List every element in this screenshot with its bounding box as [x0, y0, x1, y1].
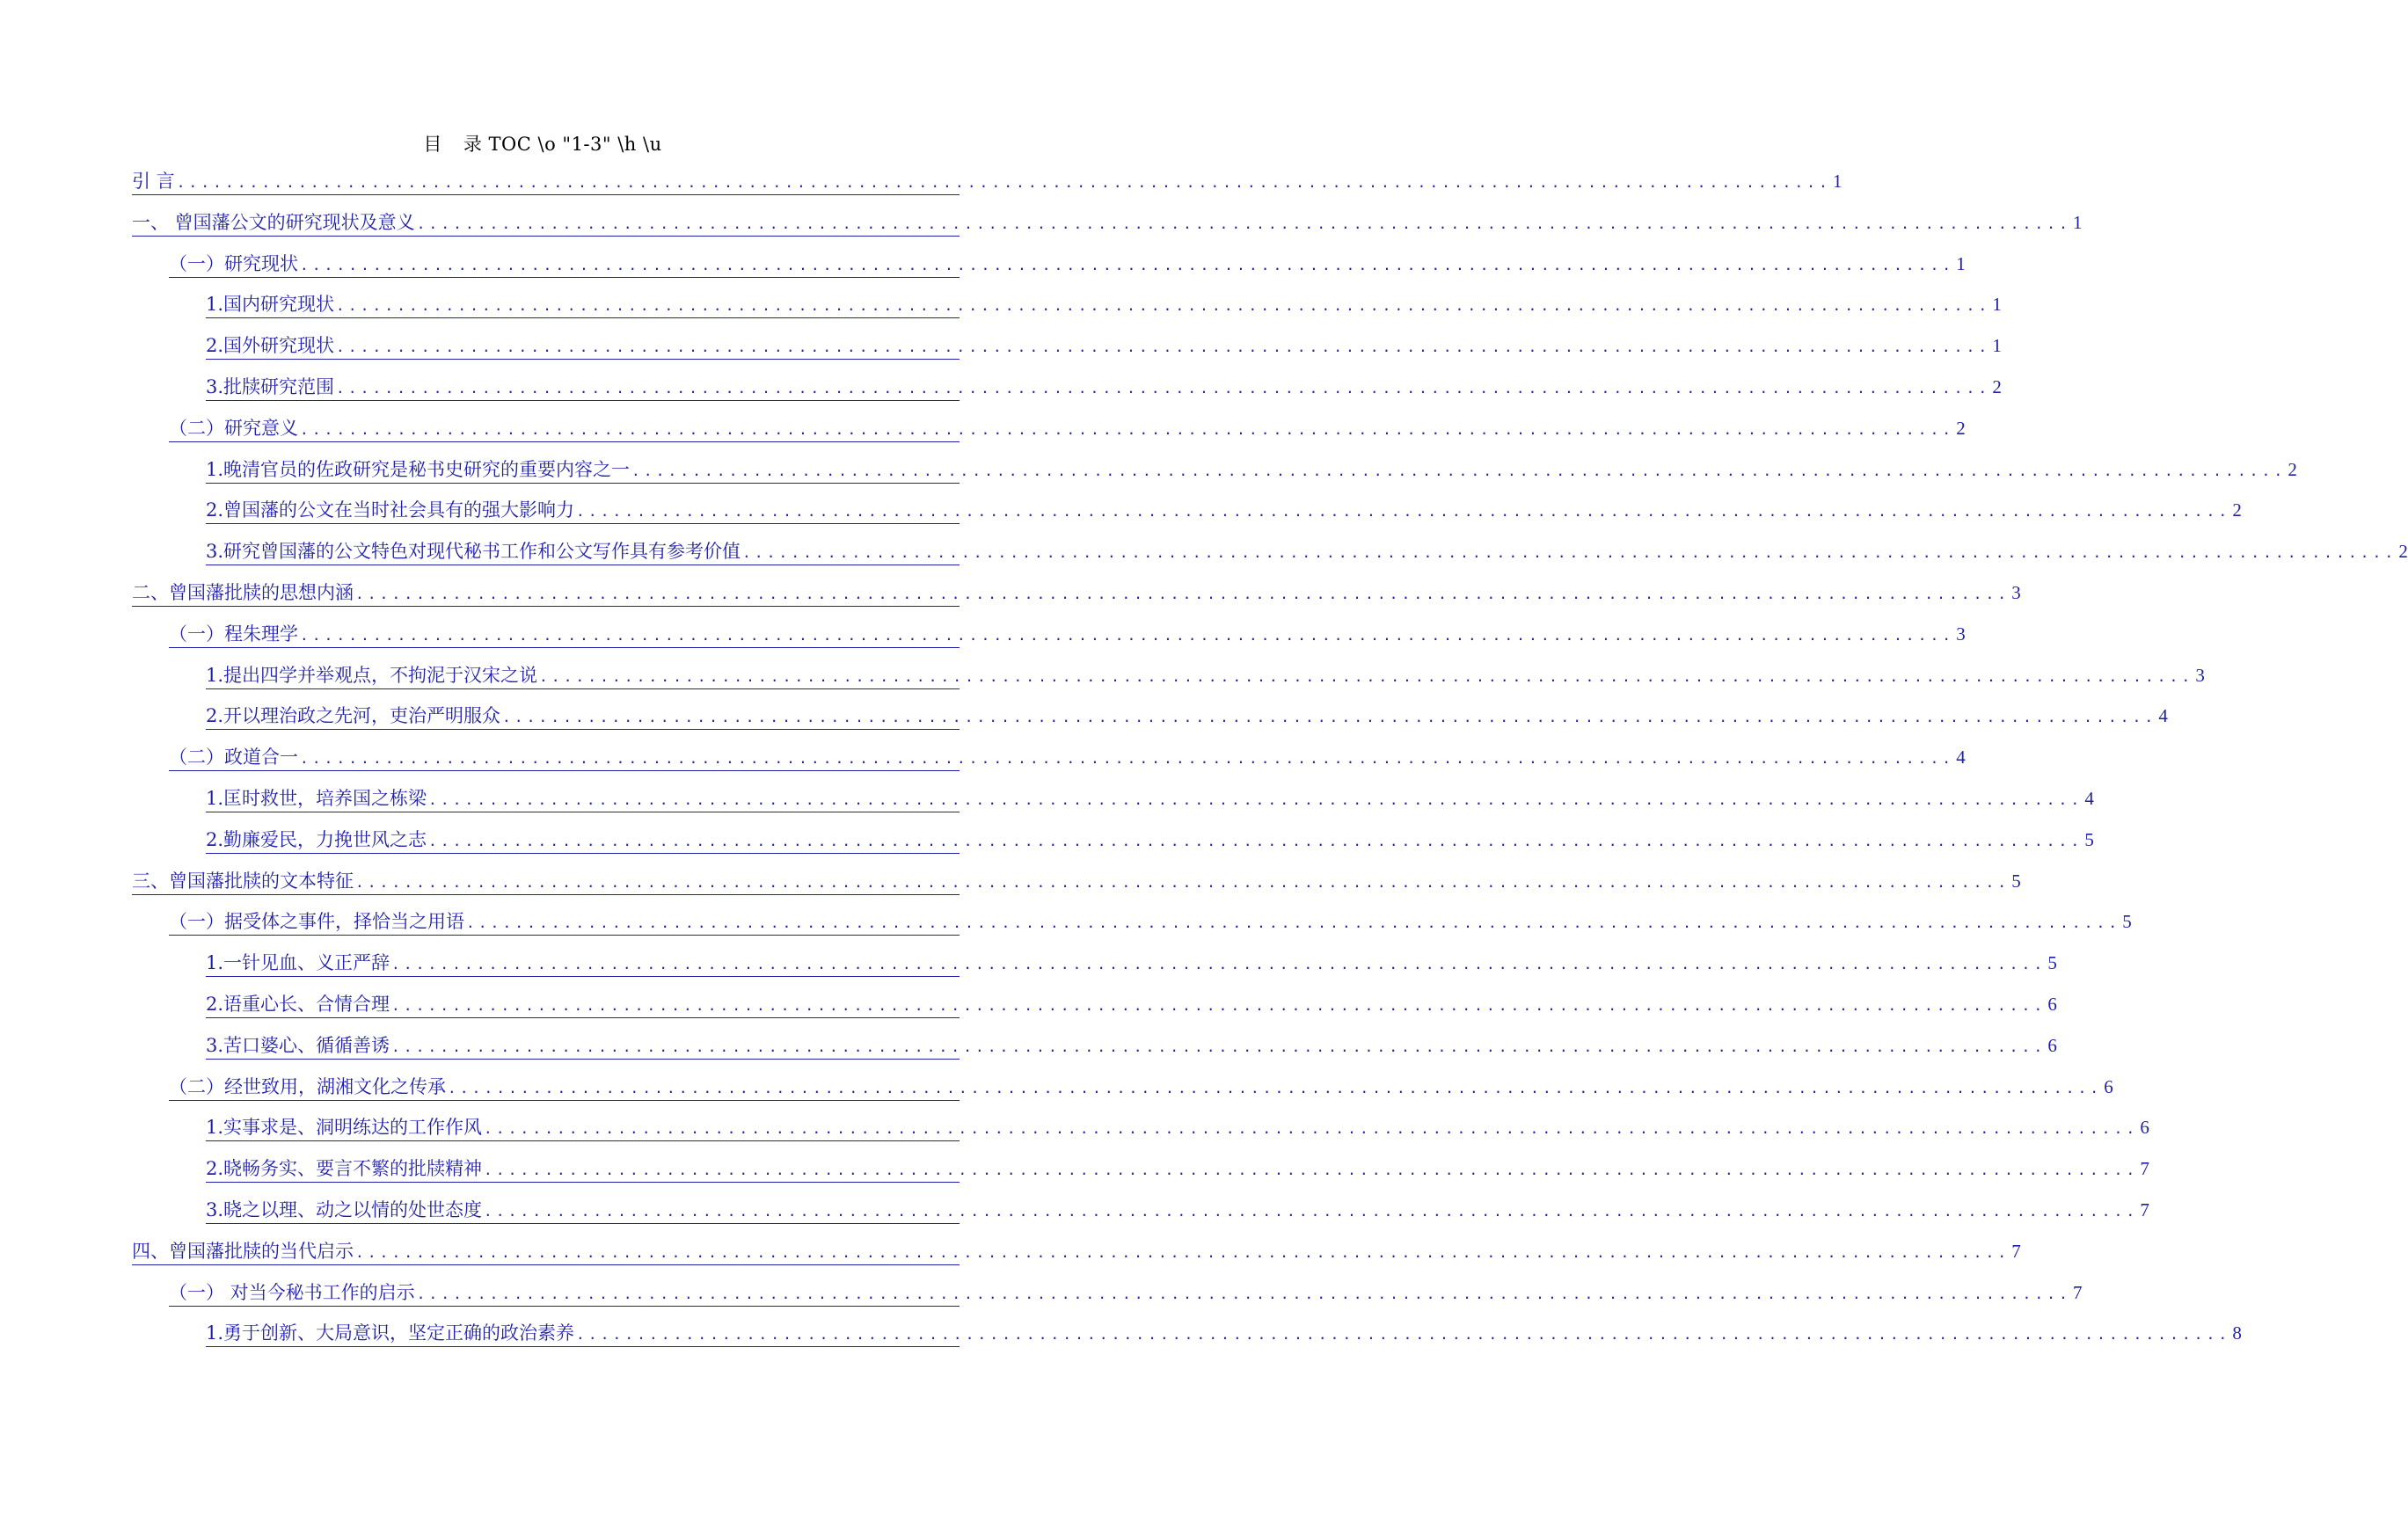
toc-link[interactable]	[169, 252, 1966, 278]
dot-leader: ........................................................................................................................................	[539, 667, 2194, 685]
toc-title	[0, 132, 1085, 157]
toc-entry-label: 1.晚清官员的佐政研究是秘书史研究的重要内容之一	[206, 458, 631, 480]
toc-entry-label: 2.曾国藩的公文在当时社会具有的强大影响力	[206, 499, 575, 521]
toc-page-number: 2	[2398, 541, 2408, 563]
toc-entry-section	[132, 910, 2132, 951]
toc-title-prefix: 目	[423, 134, 442, 155]
toc-entry-subsection	[132, 293, 2002, 334]
dot-leader: ........................................................................................................................................	[391, 956, 2047, 973]
dot-leader: ........................................................................................................................................	[416, 215, 2071, 232]
dot-leader: ........................................................................................................................................	[300, 256, 1955, 273]
toc-entry-label: 2.语重心长、合情合理	[206, 993, 390, 1015]
toc-entry-label: 1.匡时救世，培养国之栋梁	[206, 787, 427, 809]
dot-leader: ........................................................................................................................................	[336, 379, 1991, 397]
toc-page-number: 7	[2011, 1240, 2021, 1262]
dot-leader: ........................................................................................................................................	[484, 1202, 2139, 1220]
toc-entry-label: 2.勤廉爱民，力挽世风之志	[206, 828, 427, 850]
toc-page-number: 6	[2047, 993, 2057, 1015]
toc-page-number: 3	[2195, 664, 2205, 686]
toc-link[interactable]	[206, 787, 2094, 812]
toc-page-number: 6	[2047, 1034, 2057, 1056]
toc-entry-subsection	[132, 375, 2002, 417]
toc-entry-label: 三、曾国藩批牍的文本特征	[132, 870, 354, 892]
toc-page-number: 5	[2047, 952, 2057, 974]
toc-entry-subsection	[132, 1116, 2149, 1157]
toc-entry-label: （一）研究现状	[169, 252, 298, 274]
toc-entry-subsection	[132, 334, 2002, 375]
toc-entry-subsection	[132, 1034, 2057, 1075]
toc-entry-section	[132, 623, 1966, 664]
toc-entry-label: （二）政道合一	[169, 747, 298, 768]
dot-leader: ........................................................................................................................................	[391, 996, 2047, 1014]
toc-page-number: 4	[1956, 747, 1966, 768]
toc-page-number: 8	[2232, 1322, 2242, 1344]
toc-link[interactable]	[206, 334, 2002, 360]
toc-entry-label: 3.晓之以理、动之以情的处世态度	[206, 1198, 483, 1220]
dot-leader: ........................................................................................................................................	[631, 462, 2287, 479]
toc-page-number: 7	[2140, 1198, 2149, 1220]
toc-page-number: 2	[2232, 499, 2242, 521]
toc-entry-subsection	[132, 787, 2094, 828]
toc-page-number: 7	[2072, 1281, 2083, 1303]
dot-leader: ........................................................................................................................................	[576, 503, 2231, 521]
toc-entry-subsection	[132, 993, 2057, 1034]
toc-link[interactable]	[206, 704, 2168, 730]
toc-entry-label: 3.批牍研究范围	[206, 375, 335, 397]
dot-leader: ........................................................................................................................................	[448, 1079, 2103, 1096]
toc-page-number: 5	[2122, 911, 2132, 933]
toc-page-number: 7	[2140, 1158, 2149, 1180]
toc-entry-label: 1.实事求是、洞明练达的工作作风	[206, 1117, 483, 1139]
toc-page-number: 1	[1992, 294, 2002, 316]
toc-entry-subsection	[132, 458, 2297, 499]
toc-page-number: 4	[2158, 705, 2168, 727]
dot-leader: ........................................................................................................................................	[176, 174, 1831, 191]
toc-page-number: 3	[1956, 623, 1966, 645]
toc-entry-label: 1.国内研究现状	[206, 294, 335, 316]
toc-entry-label: 四、曾国藩批牍的当代启示	[132, 1240, 354, 1262]
toc-page-number: 2	[1992, 375, 2002, 397]
toc-entry-label: 2.国外研究现状	[206, 335, 335, 357]
toc-entry-subsection	[132, 1157, 2149, 1198]
toc-link[interactable]	[132, 170, 1842, 195]
toc-entry-subsection	[132, 951, 2057, 993]
toc-link[interactable]	[169, 746, 1966, 771]
toc-entry-label: 3.苦口婆心、循循善诱	[206, 1034, 390, 1056]
dot-leader: ........................................................................................................................................	[502, 709, 2157, 726]
toc-entry-intro	[132, 170, 1842, 211]
toc-entry-section	[132, 746, 1966, 787]
toc-entry-chapter-4	[132, 1240, 2021, 1281]
toc-entry-label: 二、曾国藩批牍的思想内涵	[132, 581, 354, 603]
toc-entry-label: 2.晓畅务实、要言不繁的批牍精神	[206, 1158, 483, 1180]
toc-page-number: 2	[2288, 458, 2297, 480]
toc-link[interactable]	[206, 293, 2002, 318]
toc-page-number: 4	[2084, 787, 2094, 809]
toc-page-number: 1	[1956, 252, 1966, 274]
toc-list	[132, 170, 2408, 1363]
dot-leader: ........................................................................................................................................	[355, 873, 2010, 891]
toc-link[interactable]	[132, 581, 2021, 607]
toc-entry-subsection	[132, 1322, 2242, 1363]
dot-leader: ........................................................................................................................................	[484, 1162, 2139, 1179]
toc-entry-section	[132, 252, 1966, 294]
toc-entry-subsection	[132, 540, 2408, 581]
toc-link[interactable]	[206, 1116, 2149, 1141]
dot-leader: ........................................................................................................................................	[466, 914, 2121, 932]
toc-link[interactable]	[132, 1240, 2021, 1265]
toc-entry-section	[132, 1281, 2083, 1322]
dot-leader: ........................................................................................................................................	[416, 1285, 2071, 1302]
toc-entry-section	[132, 1075, 2113, 1117]
toc-entry-chapter-3	[132, 870, 2021, 911]
toc-page-number: 1	[1992, 335, 2002, 357]
toc-entry-chapter-1	[132, 211, 2083, 252]
dot-leader: ........................................................................................................................................	[428, 832, 2083, 849]
dot-leader: ........................................................................................................................................	[336, 297, 1991, 315]
toc-entry-subsection	[132, 1198, 2149, 1240]
toc-entry-subsection	[132, 704, 2168, 746]
toc-page-number: 2	[1956, 417, 1966, 439]
toc-page-number: 1	[1832, 171, 1842, 192]
toc-link[interactable]	[206, 1198, 2149, 1224]
toc-link[interactable]	[132, 870, 2021, 895]
toc-link[interactable]	[206, 540, 2408, 565]
toc-link[interactable]	[206, 828, 2094, 854]
toc-entry-label: 一、 曾国藩公文的研究现状及意义	[132, 211, 415, 233]
toc-page-number: 6	[2140, 1117, 2149, 1139]
toc-entry-section	[132, 417, 1966, 458]
toc-entry-label: （二）研究意义	[169, 417, 298, 439]
toc-page-number: 6	[2104, 1075, 2113, 1097]
toc-entry-subsection	[132, 664, 2205, 705]
toc-link[interactable]	[206, 951, 2057, 977]
toc-link[interactable]	[206, 664, 2205, 689]
toc-link[interactable]	[169, 910, 2132, 936]
dot-leader: ........................................................................................................................................	[428, 790, 2083, 808]
toc-entry-subsection	[132, 499, 2242, 540]
toc-link[interactable]	[169, 1075, 2113, 1101]
toc-link[interactable]	[169, 417, 1966, 442]
dot-leader: ........................................................................................................................................	[391, 1038, 2047, 1055]
toc-page-number: 5	[2084, 828, 2094, 850]
toc-entry-chapter-2	[132, 581, 2021, 623]
toc-link[interactable]	[206, 1157, 2149, 1183]
toc-link[interactable]	[206, 458, 2297, 484]
dot-leader: ........................................................................................................................................	[300, 626, 1955, 644]
toc-entry-label: （一） 对当今秘书工作的启示	[169, 1281, 415, 1303]
toc-page-number: 1	[2072, 211, 2083, 233]
toc-link[interactable]	[206, 1034, 2057, 1060]
toc-link[interactable]	[169, 1281, 2083, 1307]
dot-leader: ........................................................................................................................................	[355, 585, 2010, 602]
toc-page-number: 3	[2011, 581, 2021, 603]
toc-entry-label: （一）程朱理学	[169, 623, 298, 645]
dot-leader: ........................................................................................................................................	[336, 339, 1991, 356]
dot-leader: ........................................................................................................................................	[300, 750, 1955, 768]
toc-link[interactable]	[206, 1322, 2242, 1347]
toc-link[interactable]	[169, 623, 1966, 648]
toc-entry-label: 1.提出四学并举观点，不拘泥于汉宋之说	[206, 664, 538, 686]
dot-leader: ........................................................................................................................................	[742, 544, 2397, 562]
toc-link[interactable]	[132, 211, 2083, 237]
toc-title-main: 录 TOC \o "1-3" \h \u	[463, 134, 662, 155]
toc-entry-label: 3.研究曾国藩的公文特色对现代秘书工作和公文写作具有参考价值	[206, 541, 741, 563]
dot-leader: ........................................................................................................................................	[576, 1326, 2231, 1344]
toc-link[interactable]	[206, 499, 2242, 524]
toc-entry-label: 1.勇于创新、大局意识，坚定正确的政治素养	[206, 1322, 575, 1344]
toc-entry-subsection	[132, 828, 2094, 870]
dot-leader: ........................................................................................................................................	[355, 1243, 2010, 1261]
toc-entry-label: 1.一针见血、义正严辞	[206, 952, 390, 974]
toc-entry-label: （二）经世致用，湖湘文化之传承	[169, 1075, 446, 1097]
toc-entry-label: （一）据受体之事件，择恰当之用语	[169, 911, 464, 933]
toc-link[interactable]	[206, 993, 2057, 1018]
toc-entry-label: 2.开以理治政之先河，吏治严明服众	[206, 705, 501, 727]
toc-page-number: 5	[2011, 870, 2021, 892]
dot-leader: ........................................................................................................................................	[484, 1120, 2139, 1138]
dot-leader: ........................................................................................................................................	[300, 420, 1955, 438]
toc-link[interactable]	[206, 375, 2002, 401]
toc-entry-label: 引 言	[132, 171, 175, 192]
